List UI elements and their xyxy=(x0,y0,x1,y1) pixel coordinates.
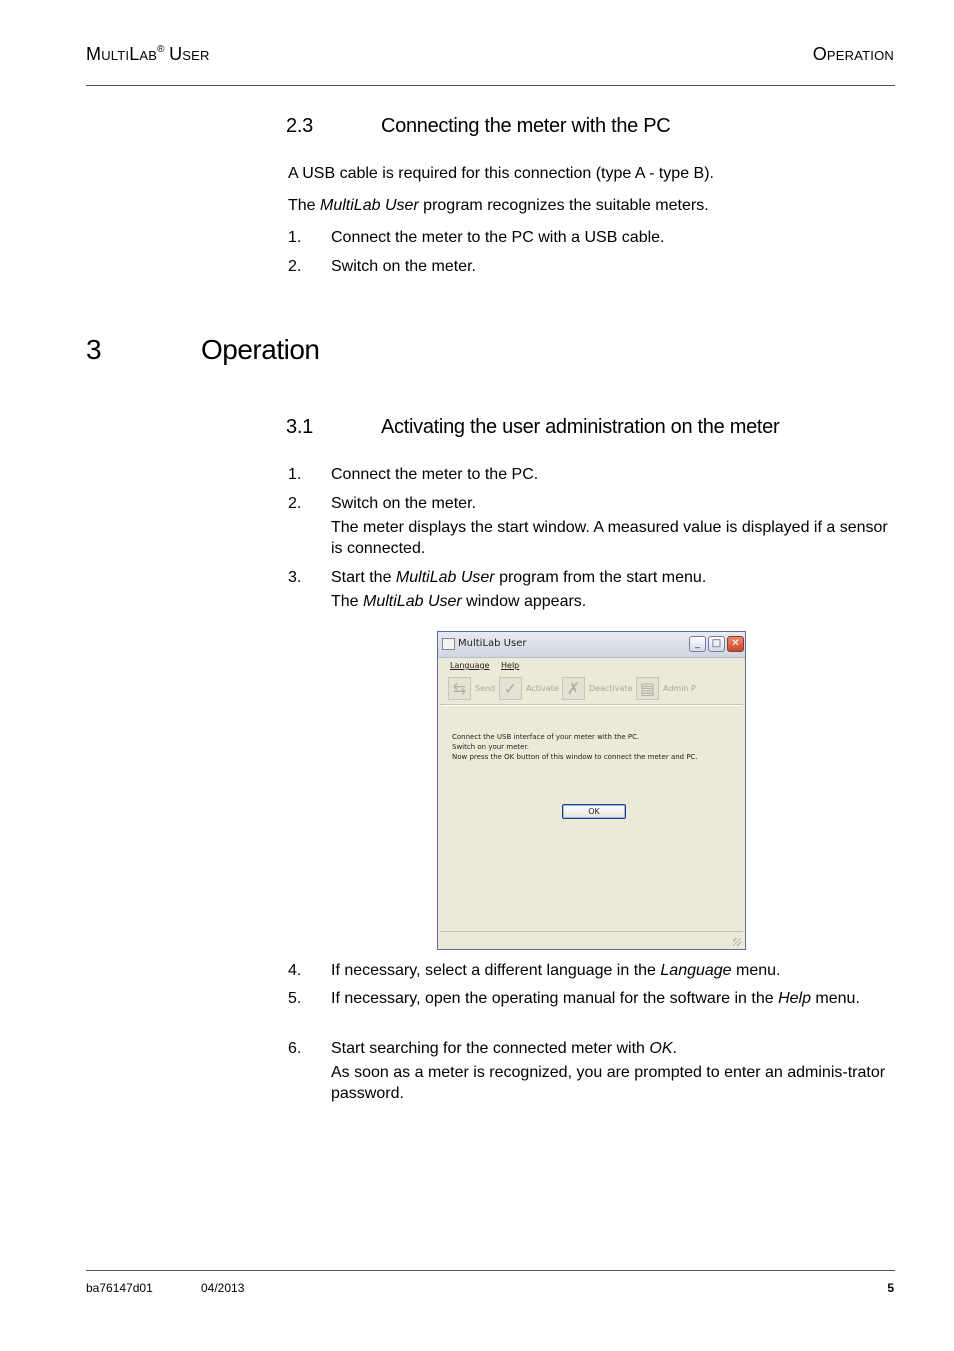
toolbar: ⇆ Send ✓ Activate ✗ Deactivate ▤ Admin P xyxy=(440,674,743,705)
chapter-number: 3 xyxy=(86,334,102,365)
list-item-detail: The MultiLab User window appears. xyxy=(331,593,587,610)
admin-icon: ▤ xyxy=(636,677,659,700)
section-title: Activating the user administration on the meter xyxy=(381,416,780,438)
footer-doc-id: ba76147d01 xyxy=(86,1281,153,1295)
window-title: MultiLab User xyxy=(458,638,527,649)
minimize-icon[interactable]: _ xyxy=(689,636,706,652)
checkmark-icon: ✓ xyxy=(499,677,522,700)
menu-language[interactable]: Language xyxy=(450,661,490,670)
status-bar xyxy=(440,931,743,948)
page-number: 5 xyxy=(887,1281,894,1295)
instruction-line: Now press the OK button of this window to connect the meter and PC. xyxy=(452,753,698,761)
footer-date: 04/2013 xyxy=(201,1281,245,1295)
instruction-line: Connect the USB interface of your meter with the PC. xyxy=(452,733,640,741)
running-header-left xyxy=(86,44,210,65)
section-number: 2.3 xyxy=(286,115,313,137)
header-product-name: MultiLab xyxy=(86,44,158,64)
resize-grip-icon[interactable] xyxy=(733,938,741,946)
list-item-detail: As soon as a meter is recognized, you are prompted to enter an adminis-trator password. xyxy=(331,1064,886,1102)
running-header-right: Operation xyxy=(812,44,894,64)
paragraph: The MultiLab User program recognizes the suitable meters. xyxy=(288,197,709,214)
menu-bar xyxy=(440,658,743,674)
section-number: 3.1 xyxy=(286,416,313,438)
registered-mark: ® xyxy=(157,44,165,55)
maximize-icon[interactable]: □ xyxy=(708,636,725,652)
chapter-title: Operation xyxy=(201,334,320,365)
section-2-3-heading xyxy=(286,115,886,141)
close-icon[interactable]: ✕ xyxy=(727,636,744,652)
cross-icon: ✗ xyxy=(562,677,585,700)
footer-rule xyxy=(86,1270,895,1271)
paragraph: A USB cable is required for this connection (type A - type B). xyxy=(288,165,714,182)
window-content xyxy=(442,705,741,934)
instruction-line: Switch on your meter. xyxy=(452,743,529,751)
send-icon: ⇆ xyxy=(448,677,471,700)
header-rule xyxy=(86,85,895,86)
app-icon xyxy=(442,638,455,650)
menu-help[interactable]: Help xyxy=(501,661,520,670)
ok-button[interactable]: OK xyxy=(562,804,626,819)
window-titlebar xyxy=(438,632,745,658)
header-product-suffix: User xyxy=(169,44,210,64)
multilab-user-window xyxy=(437,631,746,950)
section-title: Connecting the meter with the PC xyxy=(381,115,671,137)
section-3-1-heading xyxy=(286,416,886,442)
list-item-detail: The meter displays the start window. A measured value is displayed if a sensor is connected. xyxy=(331,519,888,557)
